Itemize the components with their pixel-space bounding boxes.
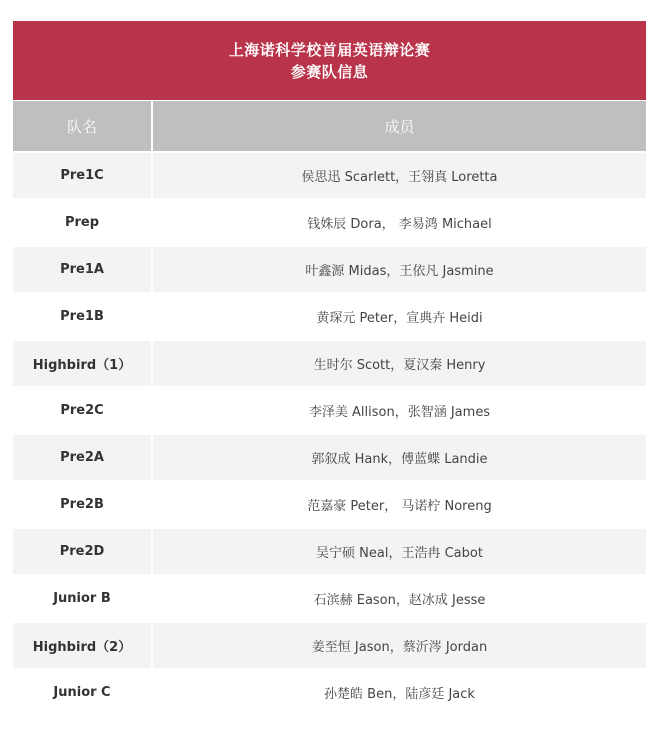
table-row: [13, 388, 646, 433]
team-members: 钱姝辰 Dora， 李易鸿 Michael: [307, 217, 492, 232]
header-members: 成员: [384, 117, 415, 136]
team-name: Pre1C: [13, 153, 153, 198]
team-members: 石滨赫 Eason，赵冰成 Jesse: [313, 593, 486, 608]
team-members: 范嘉豪 Peter， 马诺柠 Noreng: [307, 499, 492, 514]
table-row: [13, 294, 646, 339]
title-line-1: 上海诺科学校首届英语辩论赛: [228, 40, 431, 59]
team-members: 郭叙成 Hank，傅蓝蝶 Landie: [311, 452, 488, 467]
team-name: Pre2A: [13, 435, 153, 480]
team-members: 生时尔 Scott，夏汉秦 Henry: [313, 358, 486, 373]
team-members: 李泽美 Allison，张智涵 James: [308, 405, 491, 420]
table-header: [13, 101, 646, 151]
table-row: [13, 482, 646, 527]
table-row: [13, 576, 646, 621]
team-members: 黄琛元 Peter，宣典卉 Heidi: [316, 311, 483, 326]
team-table: [13, 21, 646, 715]
team-name: Highbird（2）: [13, 623, 153, 668]
table-row: [13, 623, 646, 668]
table-row: [13, 200, 646, 245]
table-row: [13, 435, 646, 480]
team-name: Pre2C: [13, 388, 153, 433]
team-name: Junior B: [13, 576, 153, 621]
table-row: [13, 670, 646, 715]
table-row: [13, 153, 646, 198]
team-name: Junior C: [13, 670, 153, 715]
team-members: 吴宁硕 Neal，王浩冉 Cabot: [316, 546, 483, 561]
table-body: [13, 151, 646, 715]
title-line-2: 参赛队信息: [290, 62, 369, 81]
team-name: Pre1A: [13, 247, 153, 292]
header-team: 队名: [13, 101, 153, 151]
team-name: Pre2B: [13, 482, 153, 527]
table-row: [13, 529, 646, 574]
team-members: 侯思迅 Scarlett，王翎真 Loretta: [301, 170, 498, 185]
team-name: Prep: [13, 200, 153, 245]
table-row: [13, 247, 646, 292]
team-members: 姜至恒 Jason，蔡沂涔 Jordan: [311, 640, 488, 655]
team-name: Pre1B: [13, 294, 153, 339]
team-name: Highbird（1）: [13, 341, 153, 386]
team-members: 孙楚皓 Ben，陆彦廷 Jack: [324, 687, 475, 702]
team-members: 叶鑫源 Midas，王依凡 Jasmine: [305, 264, 494, 279]
table-title: [13, 21, 646, 101]
team-name: Pre2D: [13, 529, 153, 574]
table-row: [13, 341, 646, 386]
